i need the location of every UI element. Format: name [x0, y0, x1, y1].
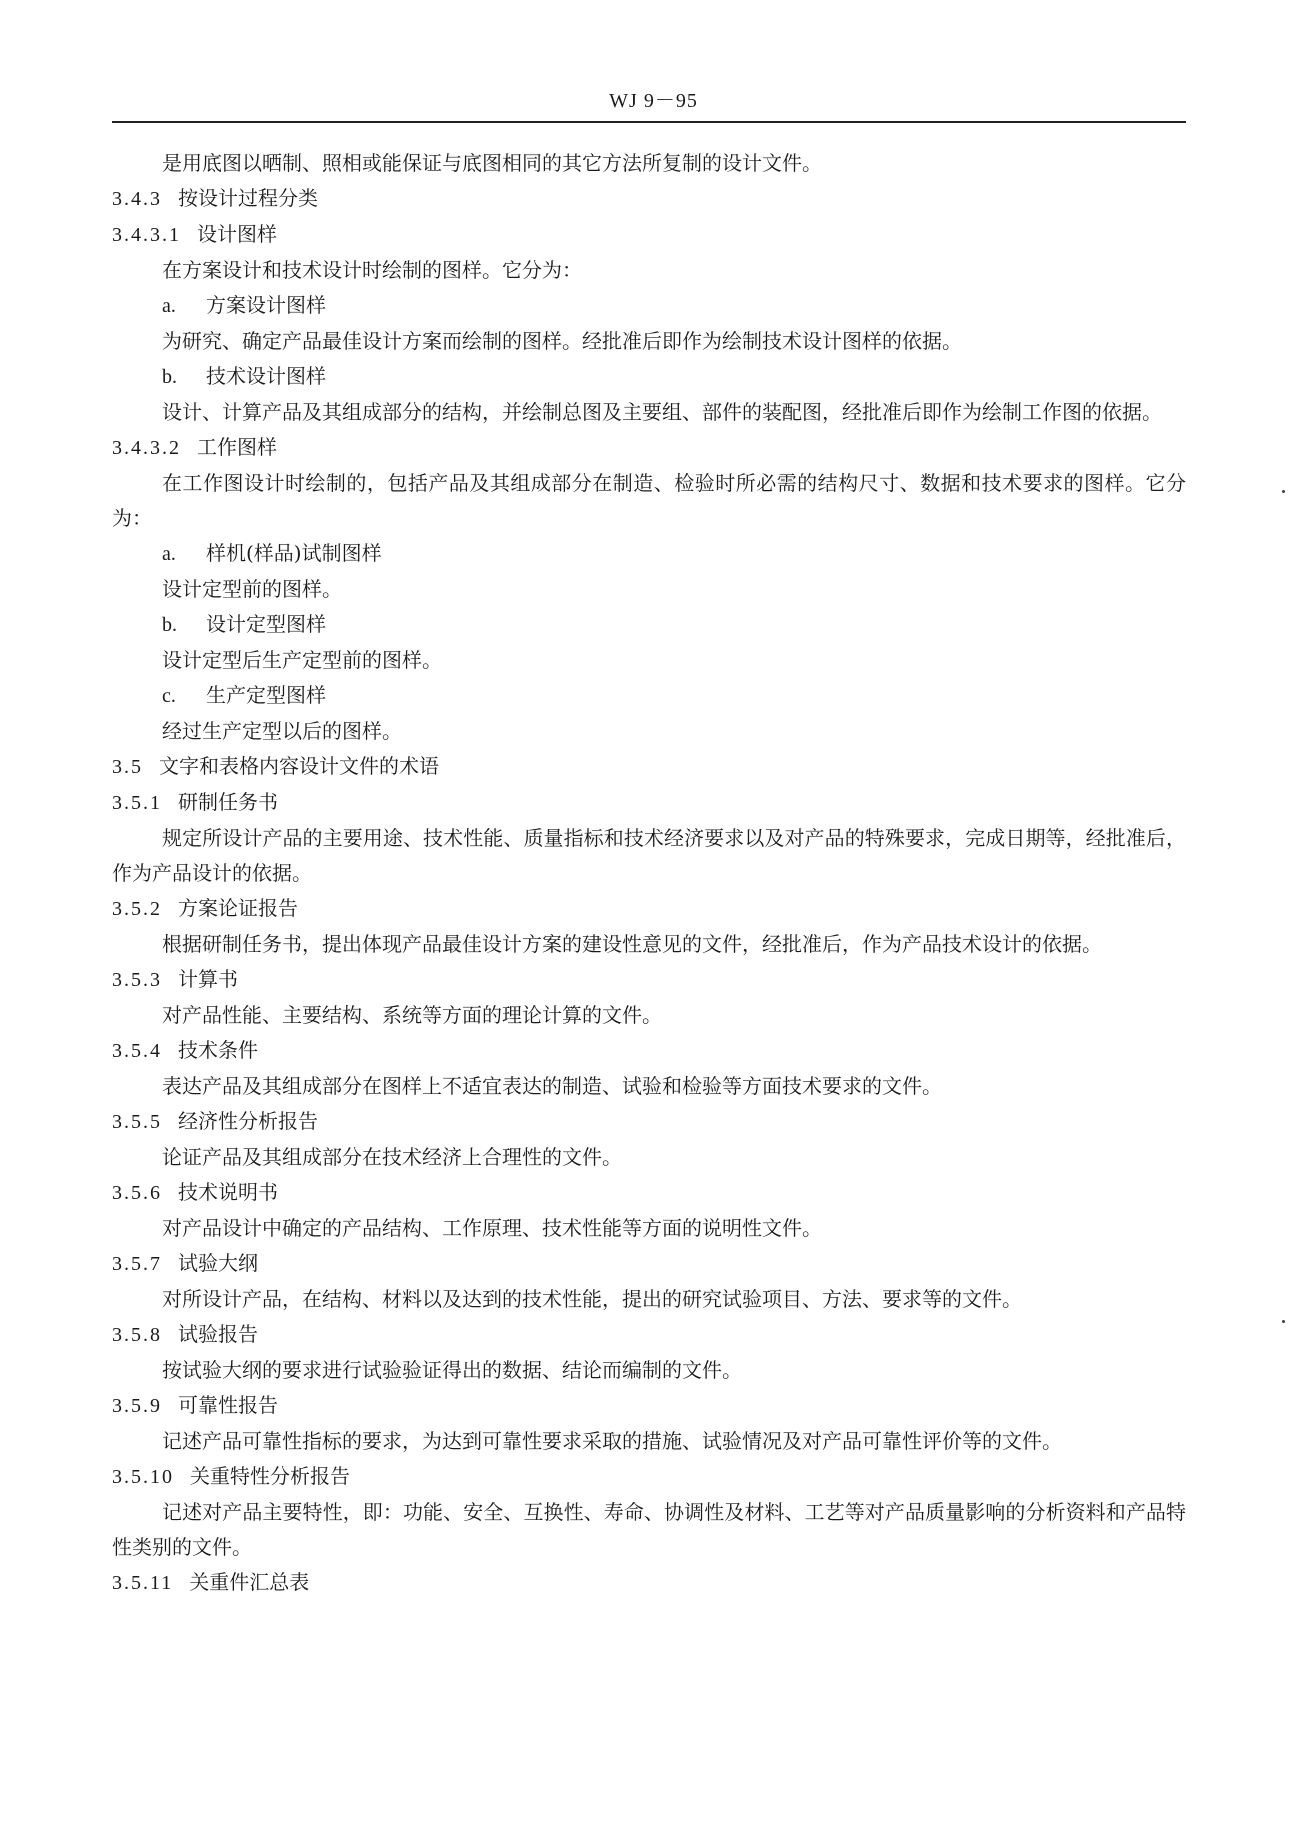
section-number: 3.4.3 [112, 188, 162, 210]
scan-speck [1282, 1320, 1285, 1323]
list-item-title: 生产定型图样 [206, 683, 326, 707]
scan-speck [1282, 490, 1285, 493]
section-number: 3.4.3.1 [112, 224, 181, 246]
section-title: 技术说明书 [178, 1180, 278, 1204]
list-item [112, 359, 1186, 395]
section-number: 3.5.11 [112, 1572, 174, 1594]
section-number: 3.5.4 [112, 1040, 162, 1062]
section-heading [112, 1246, 1186, 1282]
page-header-code: WJ 9－95 [609, 90, 698, 112]
section-number: 3.5.9 [112, 1395, 162, 1417]
section-number: 3.5.3 [112, 969, 162, 991]
paragraph: 设计定型后生产定型前的图样。 [162, 648, 442, 672]
paragraph: 对产品性能、主要结构、系统等方面的理论计算的文件。 [162, 1003, 662, 1027]
paragraph: 设计、计算产品及其组成部分的结构，并绘制总图及主要组、部件的装配图，经批准后即作为绘制工作图的依据。 [162, 400, 1162, 424]
list-item-title: 样机(样品)试制图样 [206, 541, 382, 565]
paragraph: 是用底图以晒制、照相或能保证与底图相同的其它方法所复制的设计文件。 [162, 151, 822, 175]
section-heading [112, 1459, 1186, 1495]
section-title: 按设计过程分类 [178, 186, 318, 210]
section-number: 3.5.10 [112, 1466, 174, 1488]
section-number: 3.5.8 [112, 1324, 162, 1346]
section-heading [112, 1175, 1186, 1211]
list-item [112, 536, 1186, 572]
paragraph: 在方案设计和技术设计时绘制的图样。它分为： [162, 258, 582, 282]
paragraph: 对所设计产品，在结构、材料以及达到的技术性能，提出的研究试验项目、方法、要求等的文件。 [162, 1287, 1022, 1311]
section-heading [112, 1565, 1186, 1601]
section-title: 可靠性报告 [178, 1393, 278, 1417]
paragraph: 对产品设计中确定的产品结构、工作原理、技术性能等方面的说明性文件。 [162, 1216, 822, 1240]
list-item-title: 方案设计图样 [206, 293, 326, 317]
section-number: 3.5.2 [112, 898, 162, 920]
section-title: 经济性分析报告 [178, 1109, 318, 1133]
section-number: 3.5.1 [112, 792, 162, 814]
section-number: 3.5.5 [112, 1111, 162, 1133]
section-heading [112, 1033, 1186, 1069]
section-title: 方案论证报告 [178, 896, 298, 920]
list-marker: c. [162, 685, 176, 707]
section-title: 工作图样 [197, 435, 277, 459]
paragraph: 根据研制任务书，提出体现产品最佳设计方案的建设性意见的文件，经批准后，作为产品技术设计的依据。 [162, 932, 1102, 956]
section-title: 研制任务书 [178, 790, 278, 814]
section-title: 试验报告 [178, 1322, 258, 1346]
list-item [112, 288, 1186, 324]
document-body [112, 146, 1186, 1601]
paragraph: 经过生产定型以后的图样。 [162, 719, 402, 743]
list-marker: a. [162, 543, 176, 565]
section-heading [112, 430, 1186, 466]
list-marker: b. [162, 614, 177, 636]
section-title: 计算书 [178, 967, 238, 991]
list-item [112, 678, 1186, 714]
paragraph: 论证产品及其组成部分在技术经济上合理性的文件。 [162, 1145, 622, 1169]
section-title: 关重特性分析报告 [190, 1464, 350, 1488]
paragraph: 表达产品及其组成部分在图样上不适宜表达的制造、试验和检验等方面技术要求的文件。 [162, 1074, 942, 1098]
section-title: 文字和表格内容设计文件的术语 [159, 754, 439, 778]
list-item-title: 技术设计图样 [206, 364, 326, 388]
paragraph: 设计定型前的图样。 [162, 577, 342, 601]
list-item [112, 607, 1186, 643]
section-title: 技术条件 [178, 1038, 258, 1062]
paragraph: 在工作图设计时绘制的，包括产品及其组成部分在制造、检验时所必需的结构尺寸、数据和技术要求的图样。它分为： [112, 471, 1186, 530]
section-heading [112, 1388, 1186, 1424]
list-item-title: 设计定型图样 [206, 612, 326, 636]
paragraph: 为研究、确定产品最佳设计方案而绘制的图样。经批准后即作为绘制技术设计图样的依据。 [162, 329, 962, 353]
section-heading [112, 962, 1186, 998]
section-heading [112, 749, 1186, 785]
section-number: 3.5.6 [112, 1182, 162, 1204]
section-number: 3.5.7 [112, 1253, 162, 1275]
section-number: 3.4.3.2 [112, 437, 181, 459]
section-heading [112, 891, 1186, 927]
section-heading [112, 1317, 1186, 1353]
section-title: 设计图样 [197, 222, 277, 246]
list-marker: b. [162, 366, 177, 388]
header-rule [112, 121, 1186, 123]
paragraph: 记述产品可靠性指标的要求，为达到可靠性要求采取的措施、试验情况及对产品可靠性评价等的文件。 [162, 1429, 1062, 1453]
section-title: 试验大纲 [178, 1251, 258, 1275]
list-marker: a. [162, 295, 176, 317]
section-title: 关重件汇总表 [189, 1570, 310, 1594]
section-heading [112, 785, 1186, 821]
paragraph: 按试验大纲的要求进行试验验证得出的数据、结论而编制的文件。 [162, 1358, 742, 1382]
section-heading [112, 217, 1186, 253]
section-heading [112, 1104, 1186, 1140]
section-heading [112, 181, 1186, 217]
paragraph: 记述对产品主要特性，即：功能、安全、互换性、寿命、协调性及材料、工艺等对产品质量影响的分析资料和产品特性类别的文件。 [112, 1500, 1186, 1559]
paragraph: 规定所设计产品的主要用途、技术性能、质量指标和技术经济要求以及对产品的特殊要求，完成日期等，经批准后，作为产品设计的依据。 [112, 826, 1186, 885]
section-number: 3.5 [112, 756, 143, 778]
